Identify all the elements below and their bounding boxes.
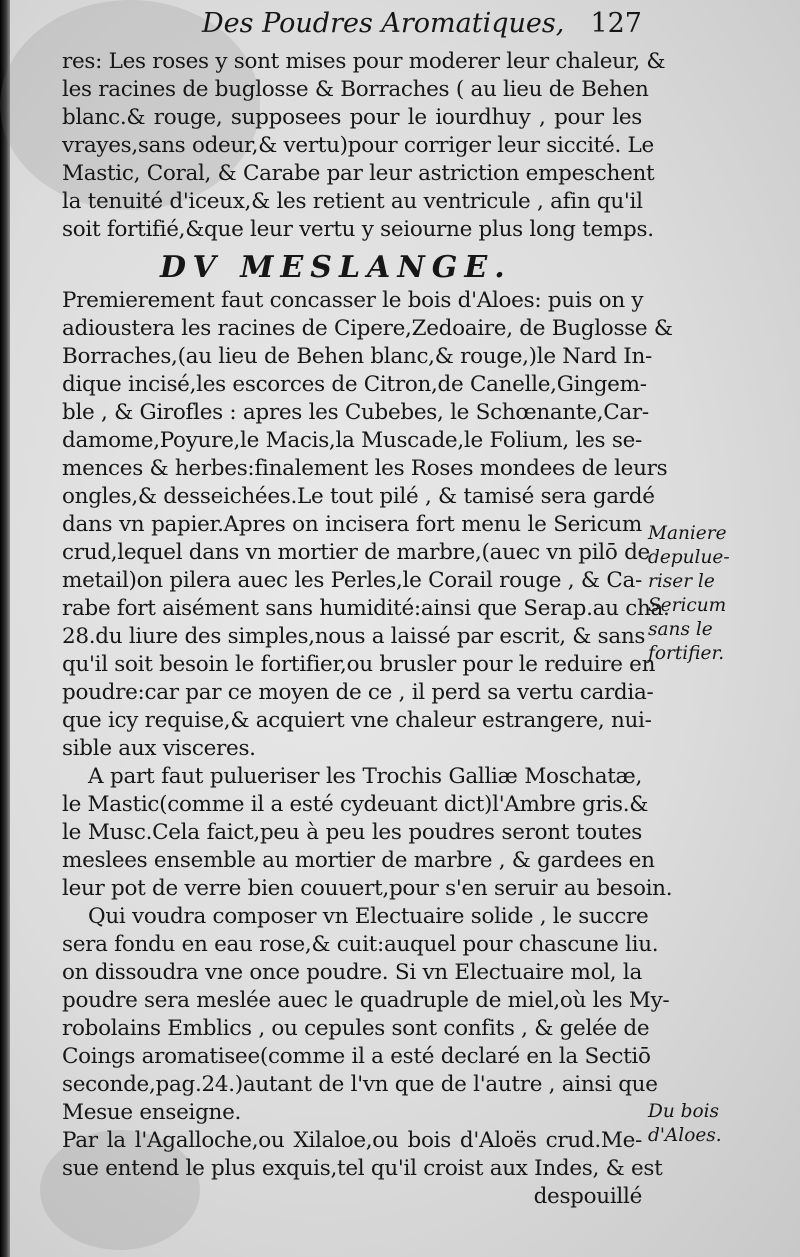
text-line: que icy requise,& acquiert vne chaleur estrangere, nui- [62, 708, 652, 733]
text-line: vrayes,sans odeur,& vertu)pour corriger leur siccité. Le [62, 133, 654, 158]
text-line: rabe fort aisément sans humidité:ainsi que Serap.au cha. [62, 596, 670, 621]
text-line: Mesue enseigne. [62, 1100, 242, 1125]
text-line: on dissoudra vne once poudre. Si vn Electuaire mol, la [62, 960, 642, 985]
margin-note-line: sans le [648, 619, 713, 640]
margin-note-line: d'Aloes. [648, 1125, 722, 1146]
margin-note-bois-aloes [648, 1100, 788, 1148]
margin-note-line: fortifier. [648, 643, 725, 664]
text-line: blanc.& rouge, supposees pour le iourdhuy , pour les [62, 105, 642, 130]
text-line: damome,Poyure,le Macis,la Muscade,le Folium, les se- [62, 428, 642, 453]
text-line: la tenuité d'iceux,& les retient au ventricule , afin qu'il [62, 189, 643, 214]
text-line: Mastic, Coral, & Carabe par leur astriction empeschent [62, 161, 655, 186]
text-line: adioustera les racines de Cipere,Zedoaire, de Buglosse & [62, 316, 673, 341]
text-line: le Musc.Cela faict,peu à peu les poudres seront toutes [62, 820, 642, 845]
margin-note-maniere [648, 522, 788, 666]
text-line: poudre sera meslée auec le quadruple de miel,où les My- [62, 988, 670, 1013]
margin-note-line: depulue- [648, 547, 730, 568]
text-line: ongles,& desseichées.Le tout pilé , & tamisé sera gardé [62, 484, 655, 509]
text-line: Borraches,(au lieu de Behen blanc,& rouge,)le Nard In- [62, 344, 653, 369]
text-line: Coings aromatisee(comme il a esté declaré en la Sectiō [62, 1044, 651, 1069]
running-header [62, 8, 642, 42]
text-line: 28.du liure des simples,nous a laissé par escrit, & sans [62, 624, 646, 649]
text-line: meslees ensemble au mortier de marbre , & gardees en [62, 848, 655, 873]
text-line: ble , & Girofles : apres les Cubebes, le Schœnante,Car- [62, 400, 649, 425]
margin-note-line: Maniere [648, 523, 727, 544]
page-gutter-shadow [0, 0, 10, 1257]
margin-note-line: riser le [648, 571, 715, 592]
page-number: 127 [590, 8, 642, 39]
body-text [62, 287, 673, 1211]
text-line: seconde,pag.24.)autant de l'vn que de l'autre , ainsi que [62, 1072, 658, 1097]
catchword: despouillé [533, 1184, 642, 1209]
text-line: le Mastic(comme il a esté cydeuant dict)l'Ambre gris.& [62, 792, 649, 817]
text-line: sera fondu en eau rose,& cuit:auquel pour chascune liu. [62, 932, 659, 957]
text-line: robolains Emblics , ou cepules sont confits , & gelée de [62, 1016, 650, 1041]
running-title: Des Poudres Aromatiques, [202, 8, 565, 39]
text-line: A part faut pulueriser les Trochis Galliæ Moschatæ, [88, 764, 642, 789]
text-line: qu'il soit besoin le fortifier,ou brusler pour le reduire en [62, 652, 656, 677]
text-line: Par la l'Agalloche,ou Xilaloe,ou bois d'Aloës crud.Me- [62, 1128, 642, 1153]
text-line: dans vn papier.Apres on incisera fort menu le Sericum [62, 512, 642, 537]
text-line: res: Les roses y sont mises pour moderer leur chaleur, & [62, 49, 666, 74]
margin-note-line: Sericum [648, 595, 727, 616]
text-line: Qui voudra composer vn Electuaire solide , le succre [88, 904, 649, 929]
text-line: crud,lequel dans vn mortier de marbre,(auec vn pilō de [62, 540, 650, 565]
text-line: sue entend le plus exquis,tel qu'il croist aux Indes, & est [62, 1156, 663, 1181]
text-line: leur pot de verre bien couuert,pour s'en seruir au besoin. [62, 876, 673, 901]
top-paragraph [62, 48, 666, 244]
text-line: poudre:car par ce moyen de ce , il perd sa vertu cardia- [62, 680, 654, 705]
section-heading: DV MESLANGE. [160, 250, 512, 285]
text-line: Premierement faut concasser le bois d'Aloes: puis on y [62, 288, 644, 313]
text-line: metail)on pilera auec les Perles,le Corail rouge , & Ca- [62, 568, 642, 593]
text-line: soit fortifié,&que leur vertu y seiourne plus long temps. [62, 217, 654, 242]
text-line: les racines de buglosse & Borraches ( au lieu de Behen [62, 77, 649, 102]
margin-note-line: Du bois [648, 1101, 720, 1122]
text-line: mences & herbes:finalement les Roses mondees de leurs [62, 456, 668, 481]
text-line: sible aux visceres. [62, 736, 256, 761]
text-line: dique incisé,les escorces de Citron,de Canelle,Gingem- [62, 372, 647, 397]
